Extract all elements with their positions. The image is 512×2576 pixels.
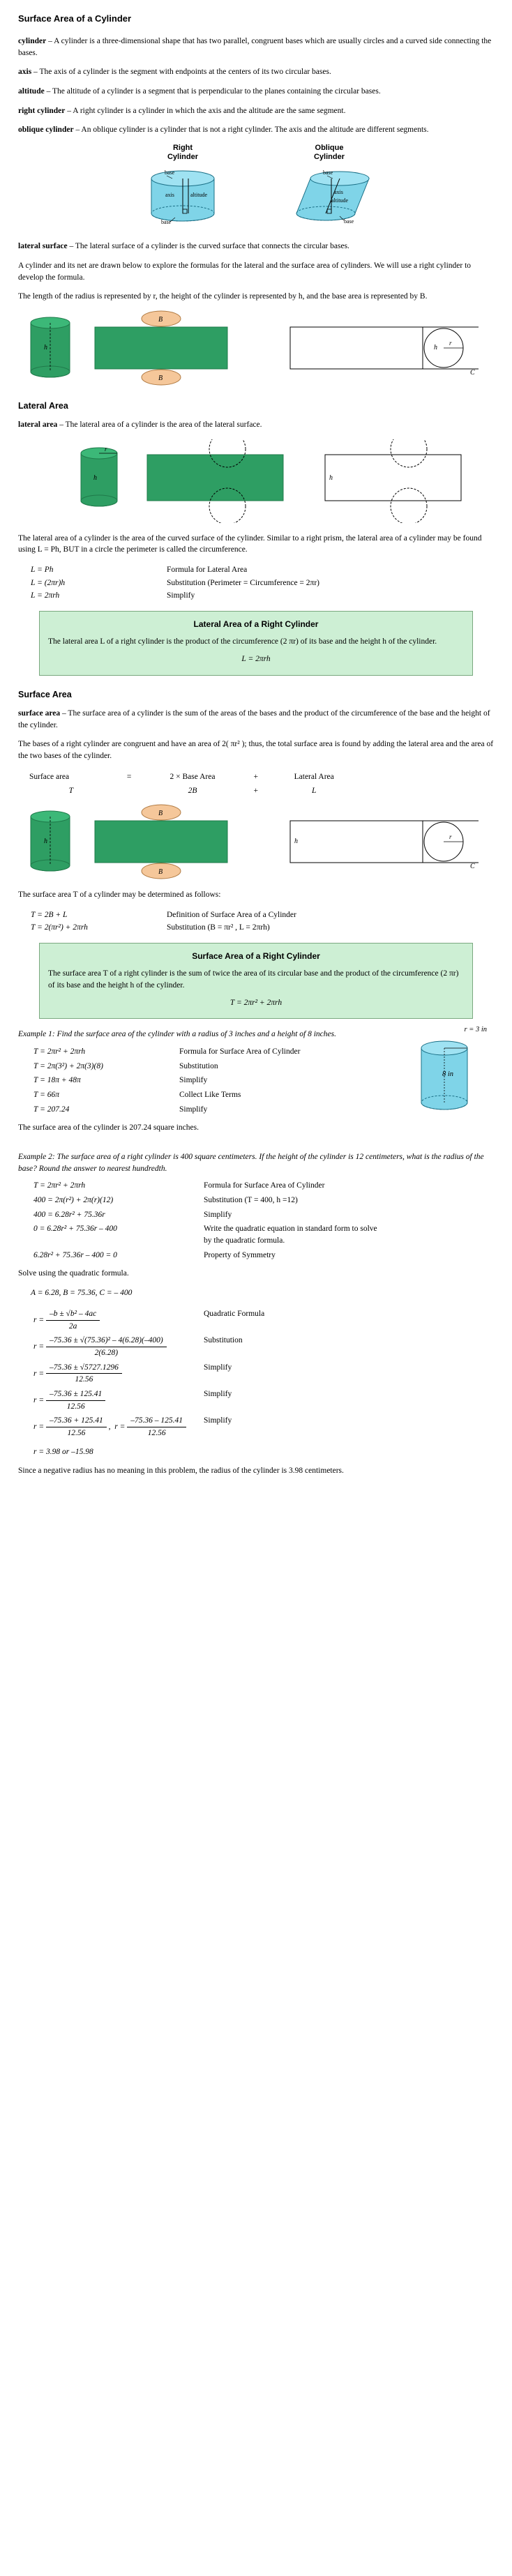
example-2-conclusion: Since a negative radius has no meaning in this problem, the radius of the cylinder is 3.98 centimeters.: [18, 1467, 344, 1476]
fraction-numerator: –75.36 ± 125.41: [46, 1388, 105, 1401]
cylinder-comparison-figures: [18, 144, 494, 231]
work-step: T = 18π + 48π: [33, 1076, 81, 1085]
net-diagram-2: [18, 439, 492, 523]
work-row: [33, 1222, 378, 1248]
fraction-denominator: 12.56: [75, 1375, 93, 1384]
definition-surface-area-text: – The surface area of a cylinder is the sum of the areas of the bases and the product of the circumference of the base and the height of the cylinder.: [18, 709, 490, 729]
work-reason: Formula for Surface Area of Cylinder: [204, 1181, 325, 1190]
work-step-quadratic-formula: r = $\frac{\text{–b ± √b² – 4ac}}{2a}$: [33, 1307, 204, 1333]
example-2-quadratic-work: [33, 1307, 378, 1441]
cylinder-net-figure-3: [18, 804, 494, 881]
work-row: [33, 1088, 300, 1103]
oblique-cylinder-caption-line2: Cylinder: [313, 153, 345, 162]
example-1-work: [33, 1045, 300, 1116]
svg-text:r: r: [449, 833, 452, 840]
callout-title: Lateral Area of a Right Cylinder: [193, 619, 319, 630]
callout-formula: L = 2πrh: [241, 655, 271, 664]
term-cylinder: cylinder: [18, 36, 47, 45]
svg-text:axis: axis: [165, 192, 174, 199]
surface-area-word-equation: [25, 770, 360, 798]
svg-text:base: base: [165, 169, 175, 176]
fraction-denominator: 2(6.28): [94, 1348, 119, 1357]
callout-text: The lateral area L of a right cylinder is the product of the circumference (2 πr) of its base and the height h of the cylinder.: [48, 637, 437, 646]
work-row: [33, 1361, 378, 1387]
svg-text:h: h: [329, 473, 333, 482]
fraction-denominator: 12.56: [66, 1402, 85, 1411]
work-step: T = 66π: [33, 1091, 59, 1100]
work-step: 0 = 6.28r² + 75.36r – 400: [33, 1225, 117, 1234]
callout-title: Surface Area of a Right Cylinder: [192, 951, 320, 961]
section-heading-surface-area: Surface Area: [18, 689, 72, 699]
svg-text:h: h: [434, 343, 437, 351]
svg-text:base: base: [344, 218, 354, 225]
fraction: [46, 1415, 107, 1439]
svg-text:base: base: [323, 169, 333, 176]
work-reason: Simplify: [204, 1363, 232, 1372]
work-step-simplify-3: r = $\frac{-75.36 + 125.41}{12.56}$ , r = $\frac{-75.36 - 125.41}{12.56}$: [33, 1414, 204, 1440]
derivation-row: [31, 589, 319, 603]
definition-cylinder-text: – A cylinder is a three-dimensional shape that has two parallel, congruent bases which are usually circles and a curved side connecting the bases.: [18, 36, 492, 57]
net-diagram-3: [18, 804, 492, 881]
fraction: [46, 1362, 122, 1386]
work-row: [33, 1059, 300, 1074]
work-reason: Simplify: [204, 1416, 232, 1425]
svg-text:B: B: [158, 867, 163, 876]
definition-surface-area: [18, 708, 494, 731]
example-1-conclusion: The surface area of the cylinder is 207.24 square inches.: [18, 1123, 199, 1132]
work-reason: Simplify: [204, 1210, 232, 1219]
svg-text:r: r: [449, 339, 452, 347]
work-row: [33, 1414, 378, 1440]
definition-cylinder: [18, 36, 494, 59]
svg-text:h: h: [93, 473, 97, 482]
derivation-row: [31, 909, 296, 922]
word-equation-cell: 2 × Base Area: [170, 772, 216, 781]
callout-surface-area-right-cylinder: [39, 943, 473, 1019]
definition-lateral-area: [18, 419, 494, 431]
oblique-cylinder-figure: [277, 144, 382, 231]
cylinder-net-figure-2: [18, 439, 494, 523]
fraction: [46, 1335, 167, 1358]
example-2: [18, 1151, 494, 1477]
intro-paragraph-1: A cylinder and its net are drawn below to explore the formulas for the lateral and the surface area of cylinders. We will use a right cylinder to develop the formula.: [18, 261, 472, 282]
example-1-lead: Example 1: Find the surface area of the cylinder with a radius of 3 inches and a height of 8 inches.: [18, 1030, 336, 1039]
work-row: [33, 1179, 378, 1193]
work-step-substitution: r = $\frac{\text{–75.36 ± √(75.36)² – 4(6.28)(–400)}}{2(6.28)}$: [33, 1333, 204, 1360]
work-reason: Write the quadratic equation in standard form to solve by the quadratic formula.: [204, 1225, 377, 1245]
intro-paragraph-2: The length of the radius is represented by r, the height of the cylinder is represented by h, and the base area is represented by B.: [18, 292, 428, 301]
definition-lateral-surface: [18, 241, 494, 252]
surface-area-paragraph: The bases of a right cylinder are congruent and have an area of 2( πr² ); thus, the total surface area is found by adding the lateral area and the area of the two bases of the cylinder.: [18, 740, 494, 760]
derivation-row: [31, 563, 319, 577]
right-cylinder-caption: [130, 144, 235, 162]
work-row: [33, 1073, 300, 1088]
fraction: [46, 1388, 105, 1412]
work-step: 6.28r² + 75.36r – 400 = 0: [33, 1250, 117, 1259]
word-equation-cell: =: [126, 772, 132, 781]
derivation-step: T = 2(πr²) + 2πrh: [31, 923, 88, 932]
svg-text:altitude: altitude: [331, 197, 348, 204]
fraction: [127, 1415, 186, 1439]
lateral-area-paragraph: The lateral area of a cylinder is the area of the curved surface of the cylinder. Similar to a right prism, the lateral area of a cylinder may be found using L = Ph, BUT in a circle the perimeter is called the circumference.: [18, 533, 482, 554]
work-step: T = 2πr² + 2πrh: [33, 1181, 86, 1190]
term-axis: axis: [18, 68, 32, 77]
symbol-equation-cell: T: [68, 787, 73, 796]
work-step-simplify-1: r = $\frac{-75.36 \pm √5727.1296}{12.56}$: [33, 1361, 204, 1387]
right-cylinder-diagram: [130, 165, 235, 231]
work-reason: Simplify: [179, 1076, 208, 1085]
term-surface-area: surface area: [18, 709, 61, 718]
cylinder-net-figure-1: [18, 310, 494, 387]
symbol-equation-cell: L: [311, 787, 317, 796]
definition-right-cylinder-text: – A right cylinder is a cylinder in which the axis and the altitude are the same segment.: [65, 106, 346, 115]
svg-text:base: base: [161, 219, 172, 226]
work-row: [33, 1208, 378, 1222]
derivation-reason: Formula for Lateral Area: [167, 566, 248, 575]
derivation-reason: Simplify: [167, 591, 195, 600]
word-equation-row: [25, 770, 360, 785]
fraction-numerator: –75.36 – 125.41: [127, 1415, 186, 1427]
work-step: 400 = 6.28r² + 75.36r: [33, 1210, 105, 1219]
work-reason: Simplify: [204, 1389, 232, 1398]
svg-text:h: h: [44, 837, 47, 845]
oblique-cylinder-caption: [277, 144, 382, 162]
work-row: [33, 1103, 300, 1117]
definition-axis-text: – The axis of a cylinder is the segment with endpoints at the centers of its two circular bases.: [31, 68, 331, 77]
lateral-area-derivation: [31, 563, 319, 603]
word-equation-cell: +: [253, 772, 259, 781]
work-step: T = 207.24: [33, 1105, 70, 1114]
derivation-reason: Definition of Surface Area of a Cylinder: [167, 910, 296, 919]
work-row: [33, 1333, 378, 1360]
svg-text:axis: axis: [334, 189, 343, 196]
work-reason: Simplify: [179, 1105, 208, 1114]
derivation-row: [31, 921, 296, 934]
right-cylinder-caption-line2: Cylinder: [167, 153, 198, 162]
work-reason: Substitution (T = 400, h =12): [204, 1196, 298, 1205]
work-reason: Collect Like Terms: [179, 1091, 241, 1100]
svg-text:r: r: [105, 445, 107, 453]
definition-lateral-surface-text: – The lateral surface of a cylinder is the curved surface that connects the circular bases.: [67, 242, 349, 251]
work-row: [33, 1193, 378, 1208]
net-diagram-1: [18, 310, 492, 387]
fraction: $\frac{\text{–b ± √b² – 4ac}}{2a}$: [46, 1308, 100, 1332]
example-2-lead: Example 2: The surface area of a right cylinder is 400 square centimeters. If the height of the cylinder is 12 centimeters, what is the radius of the base? Round the answer to nearest hundredth.: [18, 1153, 484, 1173]
oblique-cylinder-caption-line1: Oblique: [315, 143, 344, 152]
term-oblique-cylinder: oblique cylinder: [18, 126, 74, 135]
example-1-height-label: 8 in: [442, 1070, 454, 1078]
section-heading-lateral-area: Lateral Area: [18, 400, 68, 411]
definition-oblique-cylinder: [18, 124, 494, 136]
derivation-step: L = (2πr)h: [31, 578, 66, 587]
surface-area-after-figure-text: The surface area T of a cylinder may be determined as follows:: [18, 890, 221, 899]
surface-area-derivation: [31, 909, 296, 934]
term-right-cylinder: right cylinder: [18, 106, 66, 115]
definition-altitude: [18, 86, 494, 98]
svg-text:B: B: [158, 315, 163, 324]
work-reason: Substitution: [179, 1061, 218, 1070]
derivation-reason: Substitution (B = πr² , L = 2πrh): [167, 923, 270, 932]
callout-text: The surface area T of a right cylinder is the sum of twice the area of its circular base and the product of the circumference (2 πr) of its base and the height h of the cylinder.: [48, 969, 459, 990]
oblique-cylinder-diagram: [277, 165, 382, 231]
work-reason: Formula for Surface Area of Cylinder: [179, 1047, 301, 1056]
derivation-step: L = Ph: [31, 566, 54, 575]
work-row: [33, 1045, 300, 1059]
fraction-numerator: –75.36 ± √5727.1296: [46, 1362, 122, 1374]
svg-text:C: C: [470, 862, 475, 870]
page-title: Surface Area of a Cylinder: [18, 13, 132, 24]
example-1-figure: [406, 1024, 490, 1079]
derivation-row: [31, 577, 319, 590]
work-step: T = 2π(3²) + 2π(3)(8): [33, 1061, 103, 1070]
example-2-solve-line: Solve using the quadratic formula.: [18, 1269, 129, 1278]
right-cylinder-caption-line1: Right: [172, 143, 193, 152]
definition-axis: [18, 66, 494, 78]
work-row: [33, 1307, 378, 1333]
fraction-denominator: 12.56: [67, 1428, 86, 1437]
fraction-numerator: –75.36 ± √(75.36)² – 4(6.28)(–400): [46, 1335, 167, 1347]
work-reason: Quadratic Formula: [204, 1309, 265, 1318]
example-2-work: [33, 1179, 378, 1262]
work-step: 400 = 2π(r²) + 2π(r)(12): [33, 1196, 114, 1205]
example-2-abc-line: A = 6.28, B = 75.36, C = – 400: [31, 1289, 133, 1298]
derivation-step: T = 2B + L: [31, 910, 68, 919]
fraction-denominator: 12.56: [147, 1428, 166, 1437]
svg-text:B: B: [158, 809, 163, 817]
symbol-equation-row: [25, 784, 360, 798]
example-1-radius-label: r = 3 in: [464, 1026, 487, 1034]
definition-right-cylinder: [18, 105, 494, 117]
svg-text:altitude: altitude: [190, 192, 207, 199]
right-cylinder-figure: [130, 144, 235, 231]
example-1: [18, 1026, 494, 1142]
svg-text:C: C: [470, 368, 475, 377]
definition-oblique-cylinder-text: – An oblique cylinder is a cylinder that is not a right cylinder. The axis and the altitude are different segments.: [73, 126, 429, 135]
definition-lateral-area-text: – The lateral area of a cylinder is the area of the lateral surface.: [57, 421, 262, 430]
svg-text:h: h: [44, 343, 47, 351]
symbol-equation-cell: [117, 784, 142, 798]
svg-text:h: h: [294, 837, 298, 845]
work-row: [33, 1387, 378, 1414]
derivation-reason: Substitution (Perimeter = Circumference = 2πr): [167, 578, 320, 587]
symbol-equation-cell: 2B: [188, 787, 197, 796]
callout-formula: T = 2πr² + 2πrh: [229, 998, 283, 1007]
term-altitude: altitude: [18, 86, 45, 96]
word-equation-cell: Surface area: [29, 772, 70, 781]
definition-altitude-text: – The altitude of a cylinder is a segment that is perpendicular to the planes containing the circular bases.: [44, 86, 381, 96]
work-reason: Property of Symmetry: [204, 1250, 276, 1259]
work-step-simplify-2: r = $\frac{-75.36 \pm 125.41}{12.56}$: [33, 1387, 204, 1414]
svg-text:B: B: [158, 374, 163, 382]
work-row: [33, 1248, 378, 1263]
derivation-step: L = 2πrh: [31, 591, 60, 600]
work-step: T = 2πr² + 2πrh: [33, 1047, 86, 1056]
example-2-result: r = 3.98 or –15.98: [33, 1447, 93, 1456]
symbol-equation-cell: +: [253, 787, 259, 796]
fraction-numerator: –75.36 + 125.41: [46, 1415, 107, 1427]
callout-lateral-area-right-cylinder: [39, 611, 473, 676]
work-reason: Substitution: [204, 1336, 243, 1345]
word-equation-cell: Lateral Area: [294, 772, 334, 781]
term-lateral-area: lateral area: [18, 421, 58, 430]
term-lateral-surface: lateral surface: [18, 242, 68, 251]
